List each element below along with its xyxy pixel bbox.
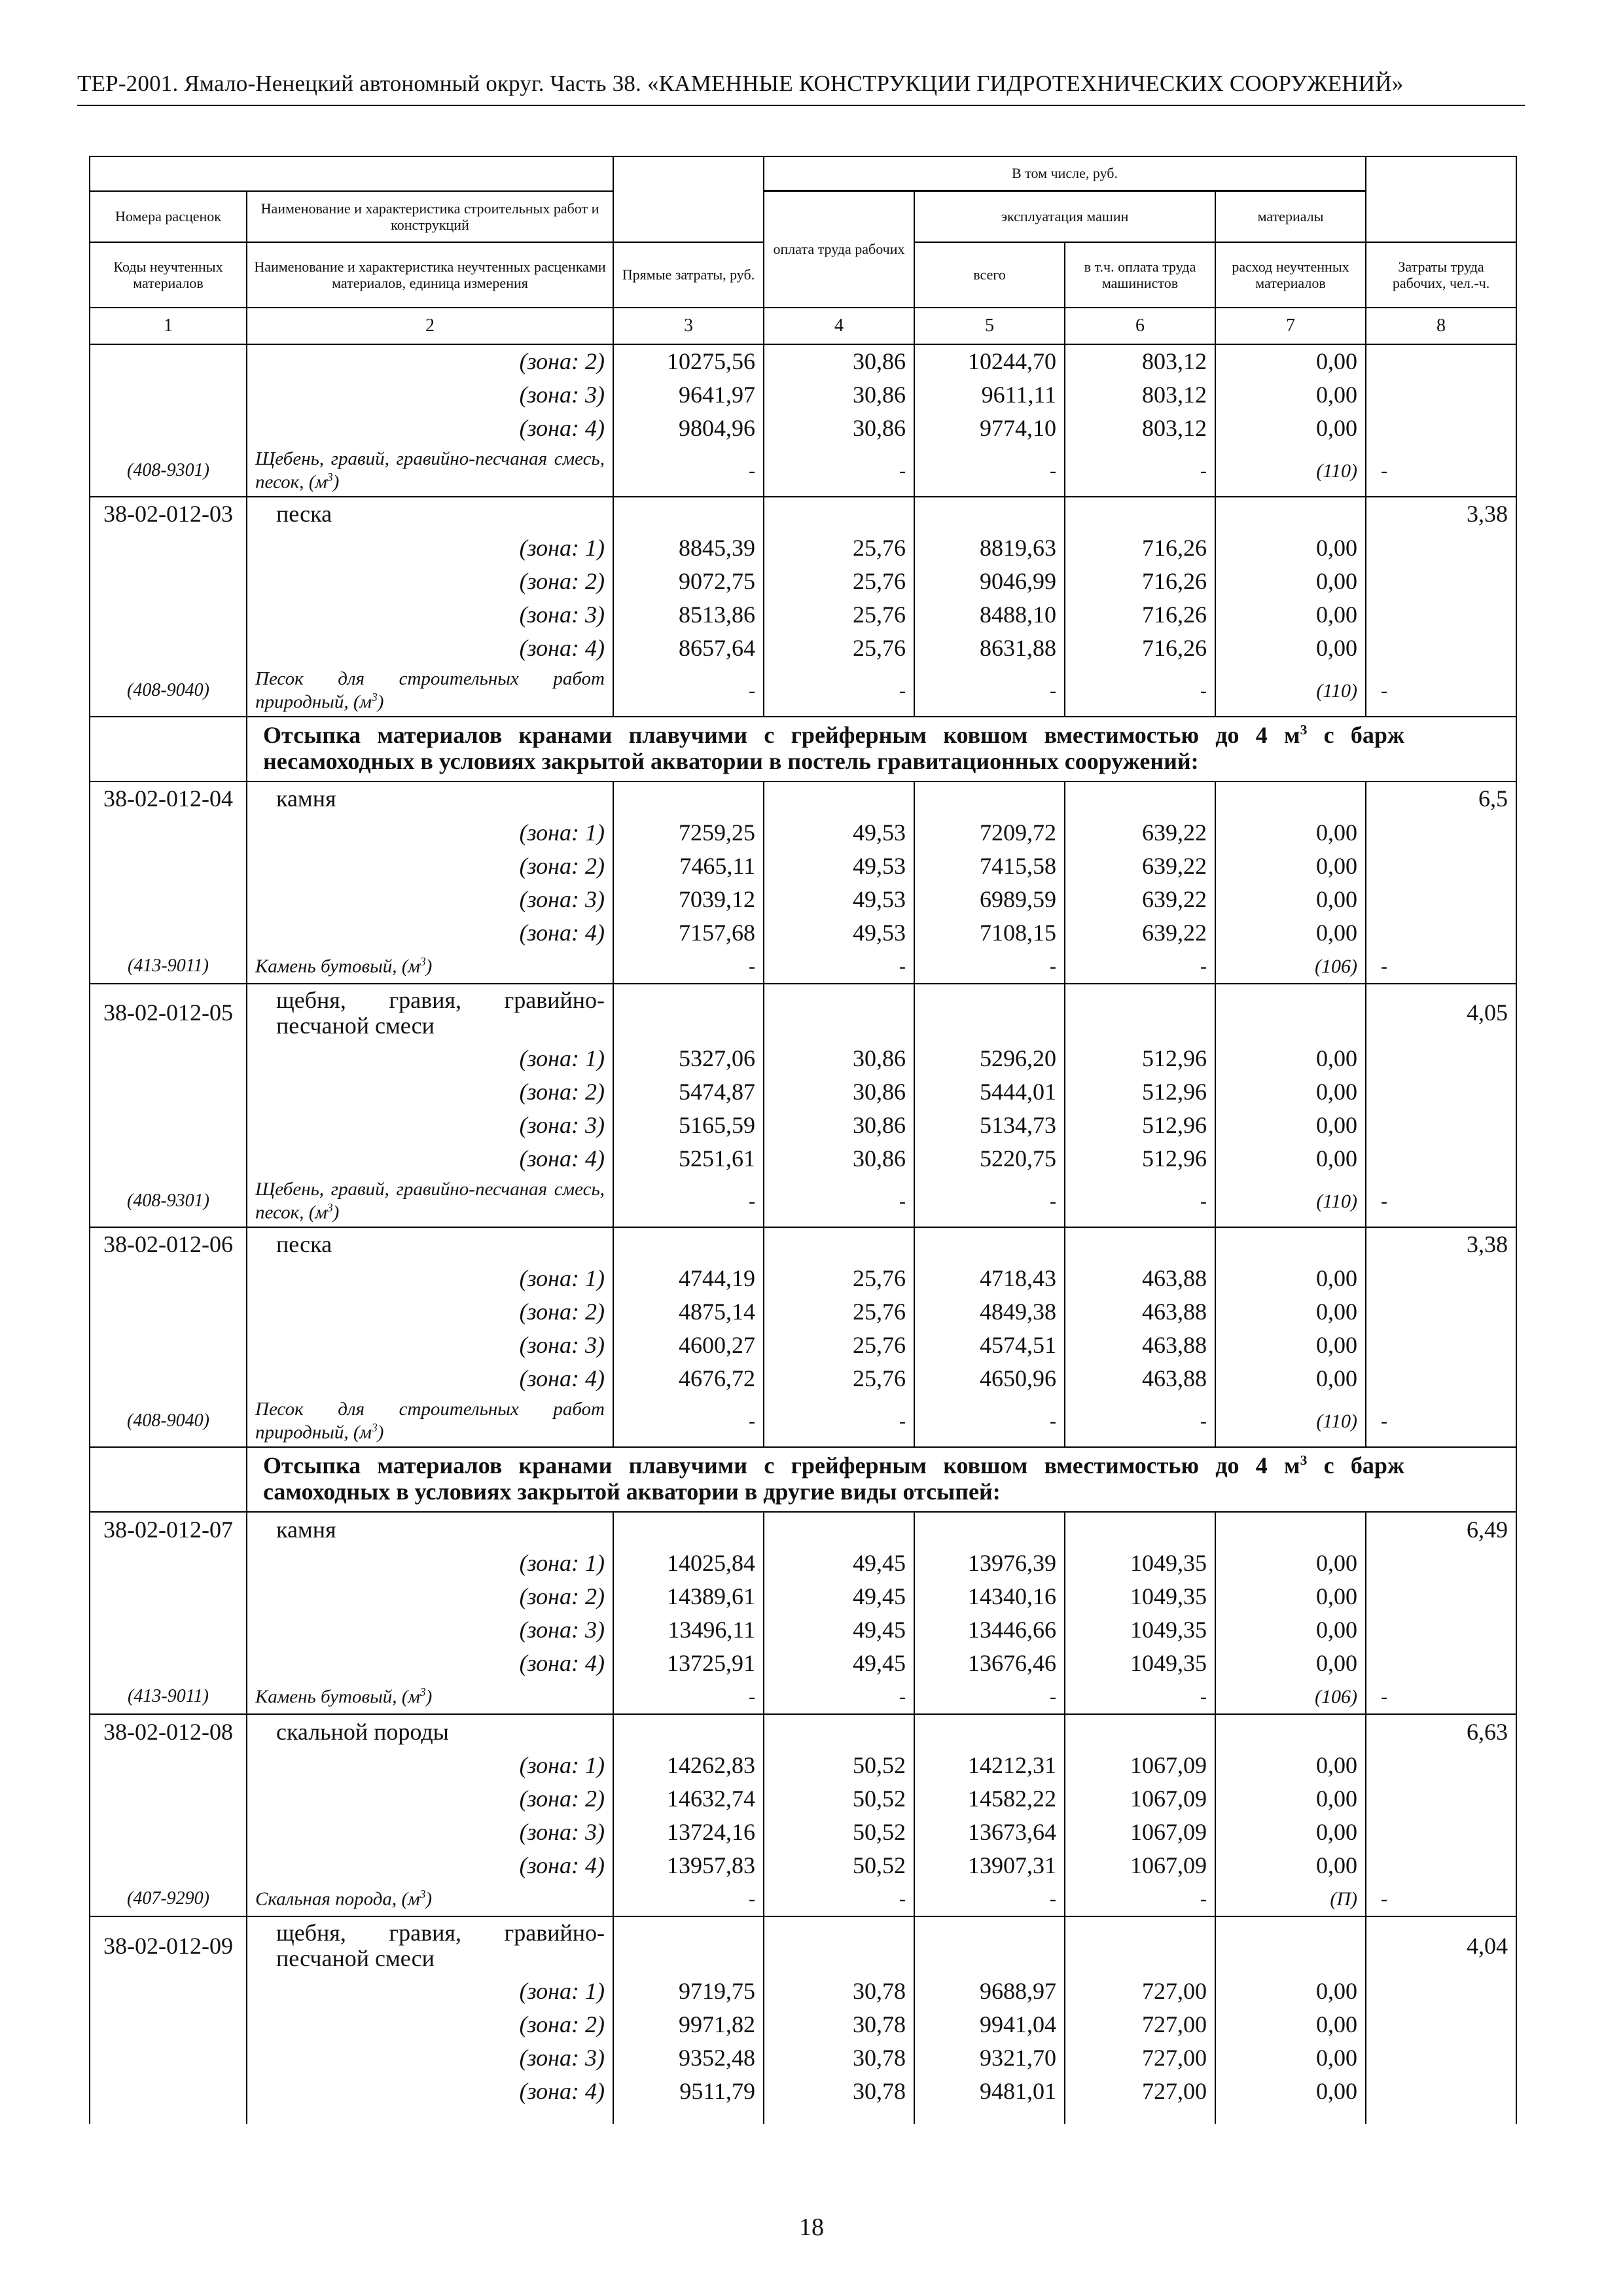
col-num: 6 xyxy=(1065,308,1215,344)
col-num: 1 xyxy=(90,308,247,344)
section-heading: Отсыпка материалов кранами плавучими с грейферным ковшом вместимостью до 4 $м^3$ с барж самоходных в условиях закрытой акватории в другие виды отсыпей: xyxy=(247,1447,1516,1512)
rate-code: 38-02-012-06 xyxy=(90,1227,247,1262)
head-direct-costs: Прямые затраты, руб. xyxy=(613,242,764,308)
rate-code: 38-02-012-04 xyxy=(90,781,247,816)
col-num: 3 xyxy=(613,308,764,344)
head-name2: Наименование и характеристика неучтенных расценками материалов, единица измерения xyxy=(247,242,613,308)
rate-row: 38-02-012-03 песка 3,38 xyxy=(90,497,1516,531)
zone-row: (зона: 4) 8657,64 25,76 8631,88 716,26 0,00 xyxy=(90,632,1516,665)
zone-row: (зона: 1) 14025,84 49,45 13976,39 1049,35 0,00 xyxy=(90,1547,1516,1580)
rate-row: 38-02-012-06 песка 3,38 xyxy=(90,1227,1516,1262)
zone-row: (зона: 2) 14389,61 49,45 14340,16 1049,35 0,00 xyxy=(90,1580,1516,1613)
rate-row: 38-02-012-05 щебня, гравия, гравийно-песчаной смеси 4,05 xyxy=(90,984,1516,1042)
zone-row: (зона: 4) 13957,83 50,52 13907,31 1067,09 0,00 xyxy=(90,1849,1516,1882)
zone-row: (зона: 2) 5474,87 30,86 5444,01 512,96 0,00 xyxy=(90,1075,1516,1109)
header-rule xyxy=(77,105,1525,106)
zone-row: (зона: 2) 14632,74 50,52 14582,22 1067,09 0,00 xyxy=(90,1782,1516,1816)
head-machines-total: всего xyxy=(914,242,1065,308)
zone-row: (зона: 2) 9971,82 30,78 9941,04 727,00 0,00 xyxy=(90,2008,1516,2041)
zone-row: (зона: 3) 13724,16 50,52 13673,64 1067,09 0,00 xyxy=(90,1816,1516,1849)
head-labor-cost: Затраты труда рабочих, чел.-ч. xyxy=(1366,242,1516,308)
section-heading: Отсыпка материалов кранами плавучими с грейферным ковшом вместимостью до 4 $м^3$ с барж несамоходных в условиях закрытой акватории в постель гравитационных сооружений: xyxy=(247,717,1516,781)
zone-row: (зона: 1) 14262,83 50,52 14212,31 1067,09 0,00 xyxy=(90,1749,1516,1782)
zone-row: (зона: 3) 5165,59 30,86 5134,73 512,96 0,00 xyxy=(90,1109,1516,1142)
head-name: Наименование и характеристика строительных работ и конструкций xyxy=(247,191,613,242)
rate-row: 38-02-012-04 камня 6,5 xyxy=(90,781,1516,816)
head-labor-pay: оплата труда рабочих xyxy=(764,191,914,308)
zone-row: (зона: 2) 10275,56 30,86 10244,70 803,12 0,00 xyxy=(90,344,1516,378)
head-materials: материалы xyxy=(1215,191,1366,242)
zone-row: (зона: 3) 13496,11 49,45 13446,66 1049,35 0,00 xyxy=(90,1613,1516,1647)
zone-row: (зона: 3) 8513,86 25,76 8488,10 716,26 0,00 xyxy=(90,598,1516,632)
running-header: ТЕР-2001. Ямало-Ненецкий автономный округ. Часть 38. «КАМЕННЫЕ КОНСТРУКЦИИ ГИДРОТЕХНИЧЕСКИХ СООРУЖЕНИЙ» xyxy=(77,71,1404,96)
zone-row: (зона: 2) 9072,75 25,76 9046,99 716,26 0,00 xyxy=(90,565,1516,598)
material-row: (407-9290) Скальная порода, $(м^3)$ - - - - (П) - xyxy=(90,1882,1516,1916)
material-row: (408-9301) Щебень, гравий, гравийно-песчаная смесь, песок, $(м^3)$ - - - - (110) - xyxy=(90,1175,1516,1227)
col-num: 4 xyxy=(764,308,914,344)
rate-row: 38-02-012-07 камня 6,49 xyxy=(90,1512,1516,1547)
zone-row: (зона: 4) 13725,91 49,45 13676,46 1049,35 0,00 xyxy=(90,1647,1516,1680)
section-heading-row xyxy=(90,717,1516,781)
material-row: (408-9301) Щебень, гравий, гравийно-песчаная смесь, песок, $(м^3)$ - - - - (110) - xyxy=(90,445,1516,497)
zone-row: (зона: 4) 9511,79 30,78 9481,01 727,00 0,00 xyxy=(90,2075,1516,2108)
zone-row: (зона: 3) 7039,12 49,53 6989,59 639,22 0,00 xyxy=(90,883,1516,916)
material-row: (408-9040) Песок для строительных работ природный, $(м^3)$ - - - - (110) - xyxy=(90,665,1516,717)
head-codes: Коды неучтенных материалов xyxy=(90,242,247,308)
col-num: 5 xyxy=(914,308,1065,344)
rate-row: 38-02-012-09 щебня, гравия, гравийно-песчаной смеси 4,04 xyxy=(90,1916,1516,1975)
material-row: (408-9040) Песок для строительных работ природный, $(м^3)$ - - - - (110) - xyxy=(90,1395,1516,1447)
material-row: (413-9011) Камень бутовый, $(м^3)$ - - - - (106) - xyxy=(90,1680,1516,1714)
zone-row: (зона: 4) 9804,96 30,86 9774,10 803,12 0,00 xyxy=(90,412,1516,445)
zone-row: (зона: 4) 5251,61 30,86 5220,75 512,96 0,00 xyxy=(90,1142,1516,1175)
column-numbers-row xyxy=(90,308,1516,344)
zone-row: (зона: 3) 9352,48 30,78 9321,70 727,00 0,00 xyxy=(90,2041,1516,2075)
zone-row: (зона: 1) 4744,19 25,76 4718,43 463,88 0,00 xyxy=(90,1262,1516,1295)
head-in-that-number: В том числе, руб. xyxy=(764,156,1366,190)
head-machinists-pay: в т.ч. оплата труда машинистов xyxy=(1065,242,1215,308)
col-num: 2 xyxy=(247,308,613,344)
col-num: 8 xyxy=(1366,308,1516,344)
zone-row: (зона: 3) 9641,97 30,86 9611,11 803,12 0,00 xyxy=(90,378,1516,412)
rate-row: 38-02-012-08 скальной породы 6,63 xyxy=(90,1714,1516,1749)
zone-row: (зона: 4) 4676,72 25,76 4650,96 463,88 0,00 xyxy=(90,1362,1516,1395)
zone-row: (зона: 4) 7157,68 49,53 7108,15 639,22 0,00 xyxy=(90,916,1516,950)
table-head xyxy=(90,156,1516,344)
zone-row: (зона: 1) 5327,06 30,86 5296,20 512,96 0,00 xyxy=(90,1042,1516,1075)
zone-row: (зона: 2) 7465,11 49,53 7415,58 639,22 0,00 xyxy=(90,850,1516,883)
zone-row: (зона: 1) 7259,25 49,53 7209,72 639,22 0,00 xyxy=(90,816,1516,850)
zone-row: (зона: 3) 4600,27 25,76 4574,51 463,88 0,00 xyxy=(90,1329,1516,1362)
section-heading-row xyxy=(90,1447,1516,1512)
col-num: 7 xyxy=(1215,308,1366,344)
zone-row: (зона: 1) 8845,39 25,76 8819,63 716,26 0,00 xyxy=(90,531,1516,565)
zone-row: (зона: 1) 9719,75 30,78 9688,97 727,00 0,00 xyxy=(90,1975,1516,2008)
rate-code: 38-02-012-08 xyxy=(90,1714,247,1749)
zone-row: (зона: 2) 4875,14 25,76 4849,38 463,88 0,00 xyxy=(90,1295,1516,1329)
material-row: (413-9011) Камень бутовый, $(м^3)$ - - - - (106) - xyxy=(90,950,1516,984)
head-machines: эксплуатация машин xyxy=(914,191,1215,242)
page-number: 18 xyxy=(799,2214,824,2241)
rate-code: 38-02-012-09 xyxy=(90,1916,247,1975)
price-table xyxy=(89,156,1517,2124)
head-unaccounted-materials: расход неучтенных материалов xyxy=(1215,242,1366,308)
rate-code: 38-02-012-07 xyxy=(90,1512,247,1547)
head-rate-numbers: Номера расценок xyxy=(90,191,247,242)
rate-code: 38-02-012-03 xyxy=(90,497,247,531)
rate-code: 38-02-012-05 xyxy=(90,984,247,1042)
